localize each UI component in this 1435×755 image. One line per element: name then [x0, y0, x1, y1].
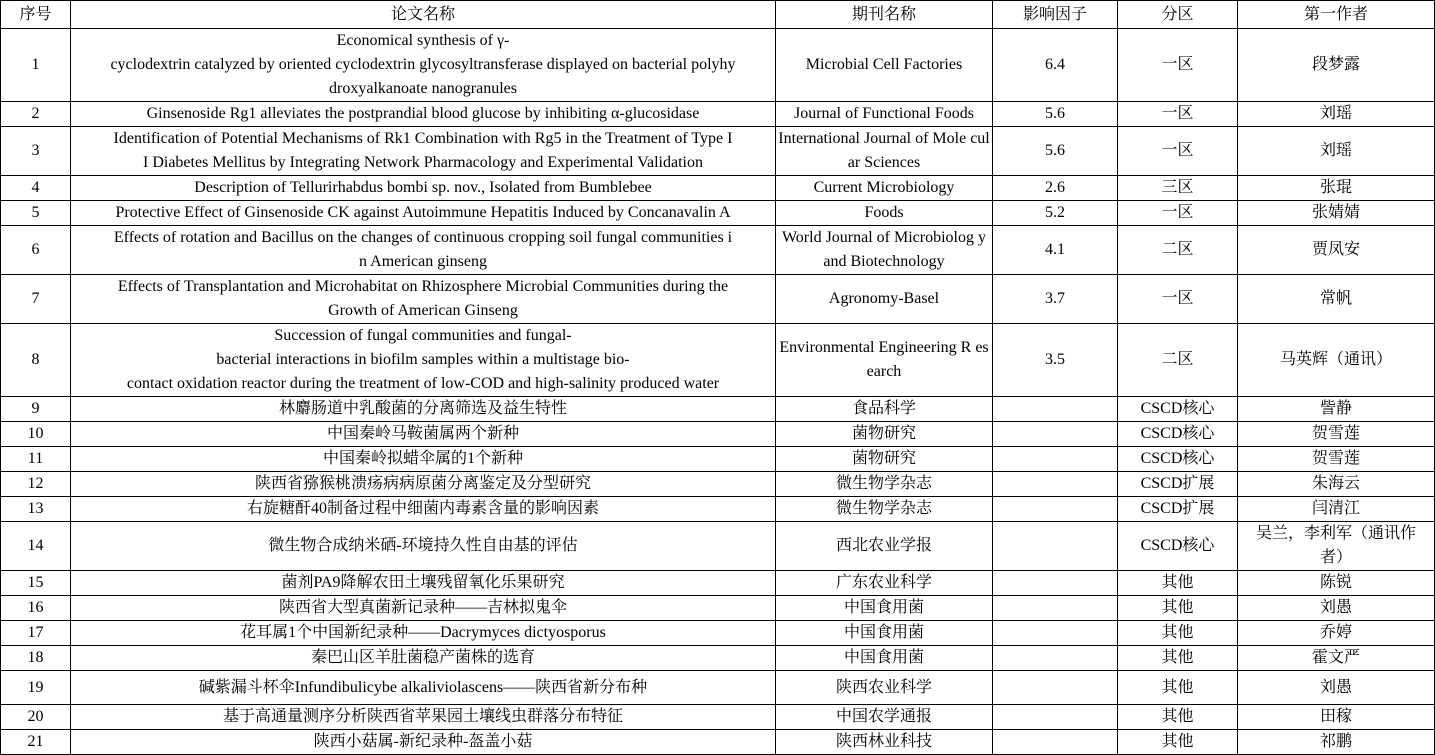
table-row	[1, 621, 1435, 646]
journal-cell[interactable]: 菌物研究	[776, 422, 993, 447]
authors-cell[interactable]: 闫清江	[1238, 497, 1435, 522]
journal-cell[interactable]: 微生物学杂志	[776, 497, 993, 522]
no-cell[interactable]: 21	[1, 730, 71, 755]
authors-cell[interactable]: 贺雪莲	[1238, 447, 1435, 472]
journal-cell[interactable]: 菌物研究	[776, 447, 993, 472]
journal-cell[interactable]: World Journal of Microbiolog y and Biotechnology	[776, 226, 993, 275]
zone-cell[interactable]: CSCD扩展	[1118, 497, 1238, 522]
table-row	[1, 571, 1435, 596]
authors-cell[interactable]: 刘瑶	[1238, 102, 1435, 127]
authors-cell[interactable]: 段梦露	[1238, 29, 1435, 102]
zone-cell[interactable]: 其他	[1118, 596, 1238, 621]
no-cell[interactable]: 19	[1, 671, 71, 705]
title-cell[interactable]: Description of Tellurirhabdus bombi sp. nov., Isolated from Bumblebee	[71, 176, 776, 201]
title-cell[interactable]: 中国秦岭马鞍菌属两个新种	[71, 422, 776, 447]
journal-cell[interactable]: 陕西林业科技	[776, 730, 993, 755]
header-zone[interactable]: 分区	[1118, 1, 1238, 29]
header-no[interactable]: 序号	[1, 1, 71, 29]
header-journal[interactable]: 期刊名称	[776, 1, 993, 29]
authors-cell[interactable]: 訾静	[1238, 397, 1435, 422]
journal-cell[interactable]: 中国农学通报	[776, 705, 993, 730]
no-cell[interactable]: 12	[1, 472, 71, 497]
impact-cell[interactable]	[993, 596, 1118, 621]
journal-cell[interactable]: 中国食用菌	[776, 596, 993, 621]
title-cell[interactable]: 中国秦岭拟蜡伞属的1个新种	[71, 447, 776, 472]
impact-cell[interactable]: 3.5	[993, 324, 1118, 397]
title-cell[interactable]: 基于高通量测序分析陕西省苹果园土壤线虫群落分布特征	[71, 705, 776, 730]
zone-cell[interactable]: 其他	[1118, 671, 1238, 705]
no-cell[interactable]: 11	[1, 447, 71, 472]
table-row	[1, 522, 1435, 571]
no-cell[interactable]: 1	[1, 29, 71, 102]
no-cell[interactable]: 16	[1, 596, 71, 621]
table-row	[1, 422, 1435, 447]
table-row	[1, 102, 1435, 127]
zone-cell[interactable]: 其他	[1118, 705, 1238, 730]
authors-cell[interactable]: 吴兰，李利军（通讯作 者）	[1238, 522, 1435, 571]
authors-cell[interactable]: 乔婷	[1238, 621, 1435, 646]
zone-cell[interactable]: CSCD扩展	[1118, 472, 1238, 497]
title-cell[interactable]: 碱紫漏斗杯伞Infundibulicybe alkaliviolascens——陕西省新分布种	[71, 671, 776, 705]
table-row	[1, 596, 1435, 621]
authors-cell[interactable]: 刘愚	[1238, 671, 1435, 705]
impact-cell[interactable]	[993, 472, 1118, 497]
title-cell[interactable]: 花耳属1个中国新纪录种——Dacrymyces dictyosporus	[71, 621, 776, 646]
title-cell[interactable]: 陕西小菇属-新纪录种-盔盖小菇	[71, 730, 776, 755]
no-cell[interactable]: 13	[1, 497, 71, 522]
impact-cell[interactable]: 5.6	[993, 127, 1118, 176]
table-row	[1, 201, 1435, 226]
authors-cell[interactable]: 贾凤安	[1238, 226, 1435, 275]
journal-cell[interactable]: Journal of Functional Foods	[776, 102, 993, 127]
impact-cell[interactable]: 5.2	[993, 201, 1118, 226]
authors-cell[interactable]: 马英辉（通讯）	[1238, 324, 1435, 397]
authors-cell[interactable]: 祁鹏	[1238, 730, 1435, 755]
table-row	[1, 127, 1435, 176]
impact-cell[interactable]: 5.6	[993, 102, 1118, 127]
header-title[interactable]: 论文名称	[71, 1, 776, 29]
no-cell[interactable]: 9	[1, 397, 71, 422]
no-cell[interactable]: 10	[1, 422, 71, 447]
no-cell[interactable]: 4	[1, 176, 71, 201]
table-row	[1, 447, 1435, 472]
zone-cell[interactable]: 二区	[1118, 324, 1238, 397]
table-row	[1, 226, 1435, 275]
impact-cell[interactable]: 4.1	[993, 226, 1118, 275]
authors-cell[interactable]: 刘瑶	[1238, 127, 1435, 176]
authors-cell[interactable]: 张琨	[1238, 176, 1435, 201]
zone-cell[interactable]: CSCD核心	[1118, 447, 1238, 472]
journal-cell[interactable]: Microbial Cell Factories	[776, 29, 993, 102]
table-row	[1, 324, 1435, 397]
zone-cell[interactable]: 一区	[1118, 275, 1238, 324]
header-impact[interactable]: 影响因子	[993, 1, 1118, 29]
impact-cell[interactable]	[993, 730, 1118, 755]
journal-cell[interactable]: 中国食用菌	[776, 621, 993, 646]
zone-cell[interactable]: 一区	[1118, 29, 1238, 102]
zone-cell[interactable]: 一区	[1118, 201, 1238, 226]
zone-cell[interactable]: 其他	[1118, 571, 1238, 596]
title-cell[interactable]: Economical synthesis of γ- cyclodextrin catalyzed by oriented cyclodextrin glycosyltransferase displayed on bacterial polyhy droxyalkanoate nanogranules	[71, 29, 776, 102]
no-cell[interactable]: 20	[1, 705, 71, 730]
zone-cell[interactable]: 其他	[1118, 730, 1238, 755]
table-row	[1, 671, 1435, 705]
journal-cell[interactable]: 陕西农业科学	[776, 671, 993, 705]
no-cell[interactable]: 2	[1, 102, 71, 127]
impact-cell[interactable]	[993, 705, 1118, 730]
header-author[interactable]: 第一作者	[1238, 1, 1435, 29]
no-cell[interactable]: 17	[1, 621, 71, 646]
journal-cell[interactable]: Current Microbiology	[776, 176, 993, 201]
authors-cell[interactable]: 张婧婧	[1238, 201, 1435, 226]
title-cell[interactable]: 微生物合成纳米硒-环境持久性自由基的评估	[71, 522, 776, 571]
impact-cell[interactable]	[993, 447, 1118, 472]
impact-cell[interactable]	[993, 621, 1118, 646]
table-row	[1, 275, 1435, 324]
no-cell[interactable]: 7	[1, 275, 71, 324]
table-row	[1, 497, 1435, 522]
authors-cell[interactable]: 刘愚	[1238, 596, 1435, 621]
authors-cell[interactable]: 常帆	[1238, 275, 1435, 324]
no-cell[interactable]: 8	[1, 324, 71, 397]
title-cell[interactable]: 右旋糖酐40制备过程中细菌内毒素含量的影响因素	[71, 497, 776, 522]
journal-cell[interactable]: 微生物学杂志	[776, 472, 993, 497]
title-cell[interactable]: 陕西省猕猴桃溃疡病病原菌分离鉴定及分型研究	[71, 472, 776, 497]
impact-cell[interactable]: 2.6	[993, 176, 1118, 201]
zone-cell[interactable]: CSCD核心	[1118, 397, 1238, 422]
title-cell[interactable]: 陕西省大型真菌新记录种——吉林拟鬼伞	[71, 596, 776, 621]
title-cell[interactable]: 秦巴山区羊肚菌稳产菌株的选育	[71, 646, 776, 671]
journal-cell[interactable]: 广东农业科学	[776, 571, 993, 596]
zone-cell[interactable]: 其他	[1118, 621, 1238, 646]
authors-cell[interactable]: 霍文严	[1238, 646, 1435, 671]
no-cell[interactable]: 15	[1, 571, 71, 596]
title-cell[interactable]: Protective Effect of Ginsenoside CK against Autoimmune Hepatitis Induced by Concanavalin A	[71, 201, 776, 226]
header-row	[1, 1, 1435, 29]
journal-cell[interactable]: 西北农业学报	[776, 522, 993, 571]
zone-cell[interactable]: CSCD核心	[1118, 422, 1238, 447]
impact-cell[interactable]	[993, 522, 1118, 571]
zone-cell[interactable]: CSCD核心	[1118, 522, 1238, 571]
title-cell[interactable]: Succession of fungal communities and fungal- bacterial interactions in biofilm samples within a multistage bio- contact oxidation reactor during the treatment of low-COD and high-salinity produced water	[71, 324, 776, 397]
journal-cell[interactable]: 中国食用菌	[776, 646, 993, 671]
impact-cell[interactable]	[993, 422, 1118, 447]
zone-cell[interactable]: 二区	[1118, 226, 1238, 275]
impact-cell[interactable]	[993, 571, 1118, 596]
no-cell[interactable]: 14	[1, 522, 71, 571]
table-row	[1, 646, 1435, 671]
journal-cell[interactable]: International Journal of Mole cular Sciences	[776, 127, 993, 176]
no-cell[interactable]: 18	[1, 646, 71, 671]
table-row	[1, 705, 1435, 730]
title-cell[interactable]: 菌剂PA9降解农田土壤残留氧化乐果研究	[71, 571, 776, 596]
zone-cell[interactable]: 一区	[1118, 127, 1238, 176]
impact-cell[interactable]	[993, 646, 1118, 671]
table-row	[1, 472, 1435, 497]
authors-cell[interactable]: 陈锐	[1238, 571, 1435, 596]
journal-cell[interactable]: Foods	[776, 201, 993, 226]
authors-cell[interactable]: 田稼	[1238, 705, 1435, 730]
title-cell[interactable]: Effects of Transplantation and Microhabitat on Rhizosphere Microbial Communities during the Growth of American Ginseng	[71, 275, 776, 324]
table-row	[1, 397, 1435, 422]
no-cell[interactable]: 6	[1, 226, 71, 275]
zone-cell[interactable]: 一区	[1118, 102, 1238, 127]
no-cell[interactable]: 5	[1, 201, 71, 226]
authors-cell[interactable]: 贺雪莲	[1238, 422, 1435, 447]
impact-cell[interactable]	[993, 497, 1118, 522]
title-cell[interactable]: Effects of rotation and Bacillus on the changes of continuous cropping soil fungal communities i n American ginseng	[71, 226, 776, 275]
zone-cell[interactable]: 三区	[1118, 176, 1238, 201]
authors-cell[interactable]: 朱海云	[1238, 472, 1435, 497]
zone-cell[interactable]: 其他	[1118, 646, 1238, 671]
title-cell[interactable]: Identification of Potential Mechanisms of Rk1 Combination with Rg5 in the Treatment of Type I I Diabetes Mellitus by Integrating Network Pharmacology and Experimental Validation	[71, 127, 776, 176]
title-cell[interactable]: Ginsenoside Rg1 alleviates the postprandial blood glucose by inhibiting α-glucosidase	[71, 102, 776, 127]
table-row	[1, 176, 1435, 201]
journal-cell[interactable]: 食品科学	[776, 397, 993, 422]
impact-cell[interactable]	[993, 397, 1118, 422]
table-row	[1, 730, 1435, 755]
impact-cell[interactable]: 3.7	[993, 275, 1118, 324]
title-cell[interactable]: 林麝肠道中乳酸菌的分离筛选及益生特性	[71, 397, 776, 422]
impact-cell[interactable]: 6.4	[993, 29, 1118, 102]
table-row	[1, 29, 1435, 102]
journal-cell[interactable]: Agronomy-Basel	[776, 275, 993, 324]
table-body	[1, 29, 1435, 755]
impact-cell[interactable]	[993, 671, 1118, 705]
no-cell[interactable]: 3	[1, 127, 71, 176]
journal-cell[interactable]: Environmental Engineering R esearch	[776, 324, 993, 397]
